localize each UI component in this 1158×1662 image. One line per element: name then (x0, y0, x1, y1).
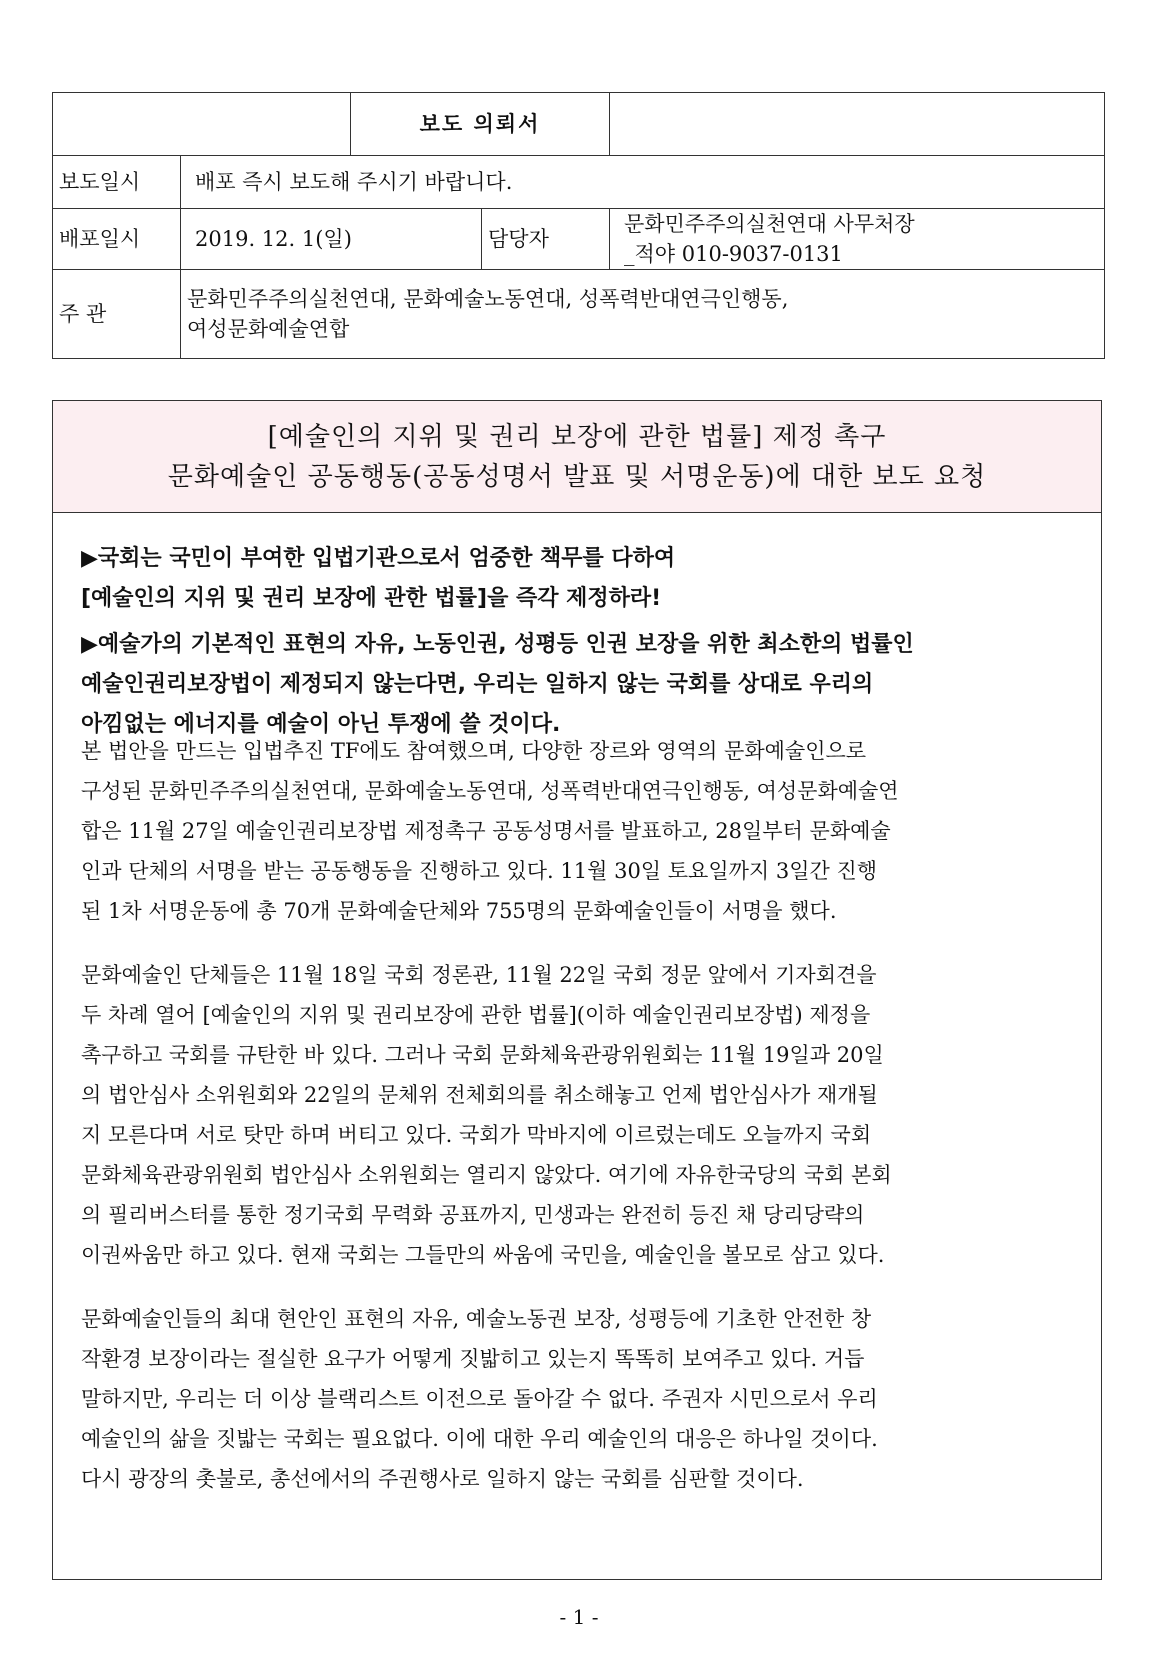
contact-value (610, 209, 1105, 270)
host-orgs-line2: 여성문화예술연합 (187, 317, 350, 341)
report-date-label: 보도일시 (53, 156, 181, 209)
paragraph-line: 구성된 문화민주주의실천연대, 문화예술노동연대, 성폭력반대연극인행동, 여성문화예술연 (81, 779, 899, 803)
host-value (181, 270, 1105, 359)
contact-label: 담당자 (482, 209, 610, 270)
paragraph-line: 의 필리버스터를 통한 정기국회 무력화 공표까지, 민생과는 완전히 등진 채 당리당략의 (81, 1203, 865, 1227)
headline-line2: 문화예술인 공동행동(공동성명서 발표 및 서명운동)에 대한 보도 요청 (167, 462, 987, 492)
key-demands (81, 539, 1081, 751)
title-left-cell (53, 93, 351, 156)
page-number: - 1 - (559, 1605, 599, 1629)
headline (53, 401, 1101, 513)
demand-line: 예술인권리보장법이 제정되지 않는다면, 우리는 일하지 않는 국회를 상대로 우리의 (81, 672, 874, 697)
paragraph-line: 이권싸움만 하고 있다. 현재 국회는 그들만의 싸움에 국민을, 예술인을 볼모로 삼고 있다. (81, 1243, 885, 1267)
paragraph-line: 지 모른다며 서로 탓만 하며 버티고 있다. 국회가 막바지에 이르렀는데도 오늘까지 국회 (81, 1123, 872, 1147)
paragraph-line: 문화예술인 단체들은 11월 18일 국회 정론관, 11월 22일 국회 정문 앞에서 기자회견을 (81, 963, 877, 987)
host-orgs-line1: 문화민주주의실천연대, 문화예술노동연대, 성폭력반대연극인행동, (187, 287, 789, 311)
paragraph-line: 두 차례 열어 [예술인의 지위 및 권리보장에 관한 법률](이하 예술인권리보장법) 제정을 (81, 1003, 871, 1027)
press-info-table (52, 92, 1105, 359)
press-release-body (52, 400, 1102, 1580)
contact-title: 문화민주주의실천연대 사무처장 (624, 212, 915, 236)
title-right-cell (610, 93, 1105, 156)
demand-item (81, 625, 1081, 745)
paragraph-line: 인과 단체의 서명을 받는 공동행동을 진행하고 있다. 11월 30일 토요일까지 3일간 진행 (81, 859, 878, 883)
demand-line: ▶예술가의 기본적인 표현의 자유, 노동인권, 성평등 인권 보장을 위한 최소한의 법률인 (81, 632, 914, 657)
paragraph-line: 말하지만, 우리는 더 이상 블랙리스트 이전으로 돌아갈 수 없다. 주권자 시민으로서 우리 (81, 1387, 878, 1411)
distribution-date-label: 배포일시 (53, 209, 181, 270)
report-date-value: 배포 즉시 보도해 주시기 바랍니다. (181, 156, 1105, 209)
paragraph-line: 다시 광장의 촛불로, 총선에서의 주권행사로 일하지 않는 국회를 심판할 것이다. (81, 1467, 804, 1491)
demand-item (81, 539, 1081, 619)
paragraph-line: 촉구하고 국회를 규탄한 바 있다. 그러나 국회 문화체육관광위원회는 11월 19일과 20일 (81, 1043, 884, 1067)
paragraph-1 (81, 731, 1081, 931)
demand-line: [예술인의 지위 및 권리 보장에 관한 법률]을 즉각 제정하라! (81, 586, 662, 611)
paragraph-line: 된 1차 서명운동에 총 70개 문화예술단체와 755명의 문화예술인들이 서명을 했다. (81, 899, 837, 923)
paragraph-line: 합은 11월 27일 예술인권리보장법 제정촉구 공동성명서를 발표하고, 28일부터 문화예술 (81, 819, 891, 843)
distribution-date-value: 2019. 12. 1(일) (181, 209, 482, 270)
demand-line: ▶국회는 국민이 부여한 입법기관으로서 엄중한 책무를 다하여 (81, 546, 676, 571)
paragraph-line: 의 법안심사 소위원회와 22일의 문체위 전체회의를 취소해놓고 언제 법안심사가 재개될 (81, 1083, 878, 1107)
paragraph-line: 작환경 보장이라는 절실한 요구가 어떻게 짓밟히고 있는지 똑똑히 보여주고 있다. 거듭 (81, 1347, 865, 1371)
paragraph-line: 예술인의 삶을 짓밟는 국회는 필요없다. 이에 대한 우리 예술인의 대응은 하나일 것이다. (81, 1427, 878, 1451)
headline-line1: [예술인의 지위 및 권리 보장에 관한 법률] 제정 촉구 (267, 422, 887, 452)
paragraph-2 (81, 955, 1081, 1275)
paragraph-3 (81, 1299, 1081, 1499)
paragraph-line: 본 법안을 만드는 입법추진 TF에도 참여했으며, 다양한 장르와 영역의 문화예술인으로 (81, 739, 867, 763)
paragraph-line: 문화예술인들의 최대 현안인 표현의 자유, 예술노동권 보장, 성평등에 기초한 안전한 창 (81, 1307, 872, 1331)
demand-line: 아낌없는 에너지를 예술이 아닌 투쟁에 쓸 것이다. (81, 712, 561, 737)
contact-phone: _적야 010-9037-0131 (624, 242, 843, 266)
paragraph-line: 문화체육관광위원회 법안심사 소위원회는 열리지 않았다. 여기에 자유한국당의 국회 본회 (81, 1163, 892, 1187)
host-label: 주 관 (53, 270, 181, 359)
document-title: 보도 의뢰서 (351, 93, 610, 156)
